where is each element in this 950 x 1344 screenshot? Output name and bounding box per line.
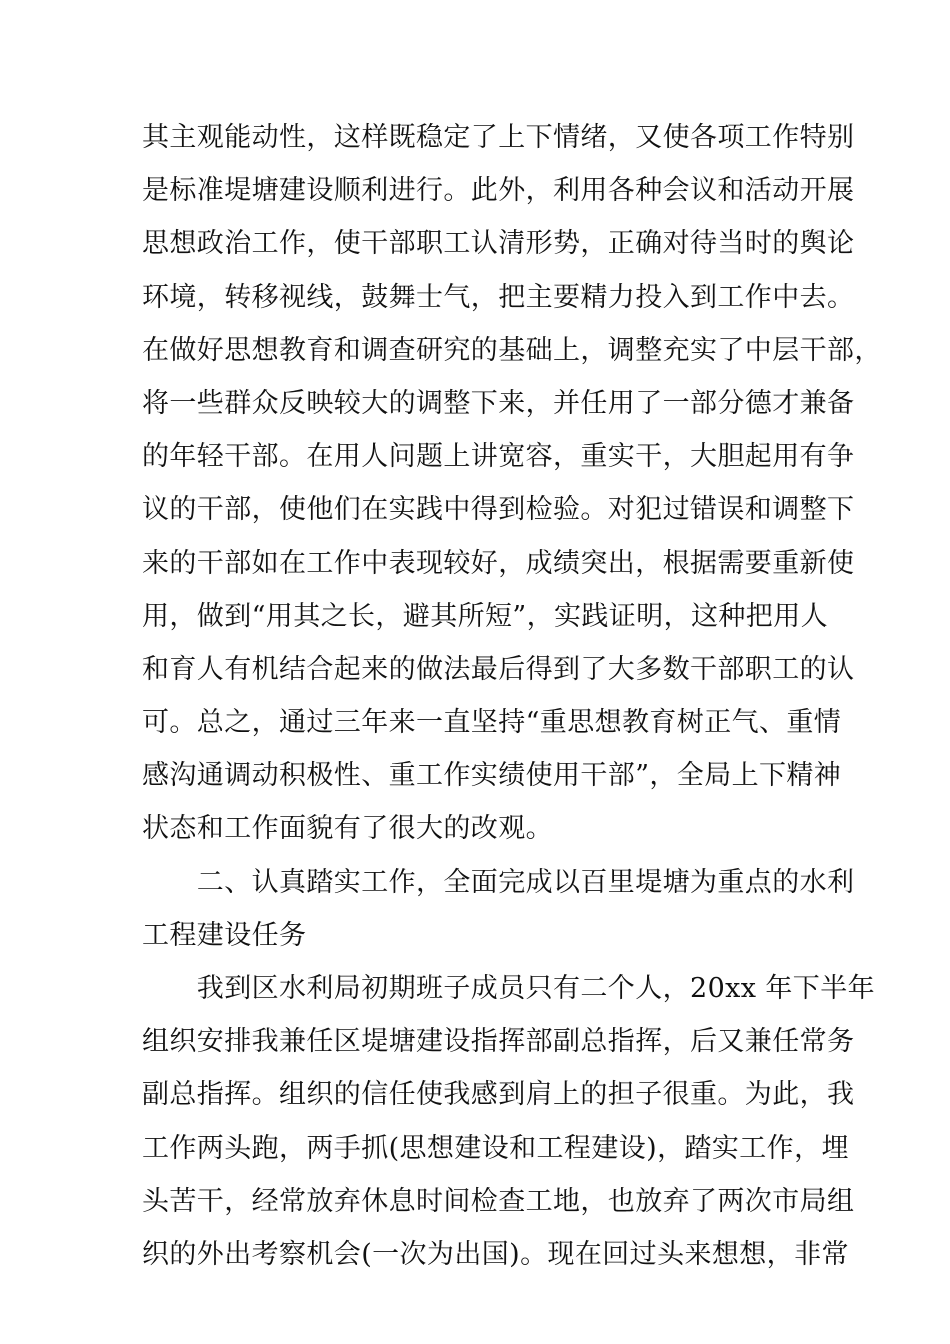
- text-line: 议的干部，使他们在实践中得到检验。对犯过错误和调整下: [142, 494, 855, 526]
- section-heading-line: 工程建设任务: [142, 919, 307, 951]
- text-line: 用，做到“用其之长，避其所短”，实践证明，这种把用人: [142, 600, 829, 632]
- text-line: 组织安排我兼任区堤塘建设指挥部副总指挥，后又兼任常务: [142, 1026, 855, 1058]
- text-line: 头苦干，经常放弃休息时间检查工地，也放弃了两次市局组: [142, 1185, 855, 1217]
- text-line: 思想政治工作，使干部职工认清形势，正确对待当时的舆论: [142, 228, 855, 260]
- text-line: 的年轻干部。在用人问题上讲宽容，重实干，大胆起用有争: [142, 441, 855, 473]
- text-line: 工作两头跑，两手抓(思想建设和工程建设)，踏实工作，埋: [142, 1132, 849, 1164]
- text-line: 织的外出考察机会(一次为出国)。现在回过头来想想，非常: [142, 1238, 849, 1270]
- text-line: 将一些群众反映较大的调整下来，并任用了一部分德才兼备: [142, 387, 855, 419]
- text-line: 感沟通调动积极性、重工作实绩使用干部”，全局上下精神: [142, 760, 842, 792]
- text-line: 状态和工作面貌有了很大的改观。: [142, 813, 553, 845]
- text-line: 副总指挥。组织的信任使我感到肩上的担子很重。为此，我: [142, 1079, 855, 1111]
- text-line: 是标准堤塘建设顺利进行。此外，利用各种会议和活动开展: [142, 175, 855, 207]
- text-line: 和育人有机结合起来的做法最后得到了大多数干部职工的认: [142, 653, 855, 685]
- text-line: 其主观能动性，这样既稳定了上下情绪，又使各项工作特别: [142, 122, 855, 153]
- text-line: 我到区水利局初期班子成员只有二个人，20xx 年下半年: [142, 973, 875, 1004]
- text-line: 环境，转移视线，鼓舞士气，把主要精力投入到工作中去。: [142, 281, 855, 313]
- document-body: [142, 111, 882, 1281]
- section-heading-line: 二、认真踏实工作，全面完成以百里堤塘为重点的水利: [142, 866, 855, 898]
- text-line: 在做好思想教育和调查研究的基础上，调整充实了中层干部，: [142, 334, 882, 366]
- text-line: 可。总之，通过三年来一直坚持“重思想教育树正气、重情: [142, 707, 842, 739]
- text-line: 来的干部如在工作中表现较好，成绩突出，根据需要重新使: [142, 547, 855, 579]
